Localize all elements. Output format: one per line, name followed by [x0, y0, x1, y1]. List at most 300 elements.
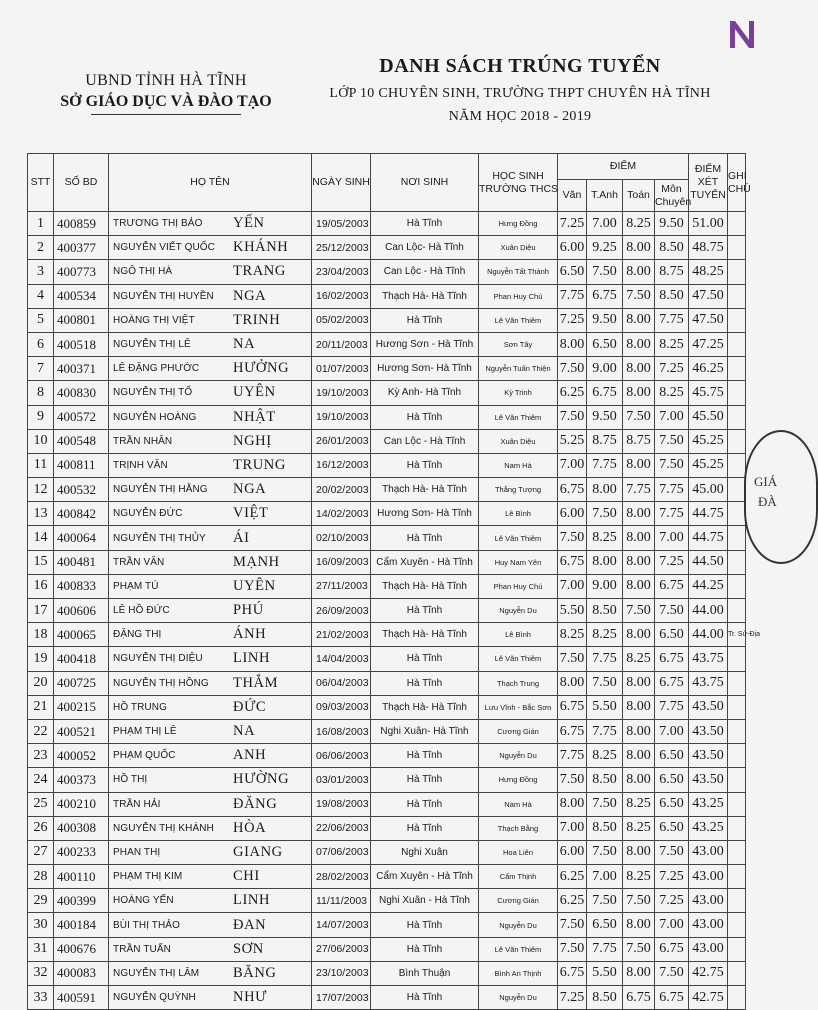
row-name-wrap [109, 236, 311, 259]
row-dob: 14/04/2003 [312, 647, 371, 671]
row-stt: 27 [28, 840, 54, 864]
row-stt: 13 [28, 502, 54, 526]
table-row [28, 695, 746, 719]
row-school: Lưu Vĩnh - Bắc Sơn [479, 695, 558, 719]
row-score-chuyen: 6.50 [655, 792, 689, 816]
row-school: Hoa Liên [479, 840, 558, 864]
row-note [728, 526, 746, 550]
row-score-chuyen: 7.00 [655, 526, 689, 550]
row-score-tanh: 9.00 [587, 357, 623, 381]
row-name-wrap [109, 962, 311, 985]
row-score-tanh: 6.75 [587, 381, 623, 405]
row-sbd: 400110 [54, 865, 109, 889]
row-given-name: BĂNG [233, 964, 277, 981]
row-place: Hà Tĩnh [371, 212, 479, 236]
row-dob: 27/11/2003 [312, 574, 371, 598]
row-score-chuyen: 7.00 [655, 405, 689, 429]
results-table-container [27, 153, 761, 1006]
row-stt: 28 [28, 865, 54, 889]
row-surname: NGUYỄN QUỲNH [113, 992, 196, 1004]
row-score-chuyen: 7.75 [655, 308, 689, 332]
row-name-wrap [109, 333, 311, 356]
row-given-name: NHƯ [233, 989, 267, 1006]
col-toan: Toán [623, 180, 655, 212]
row-stt: 32 [28, 961, 54, 985]
row-score-chuyen: 8.50 [655, 236, 689, 260]
col-school-line1: HỌC SINH [492, 169, 544, 182]
row-surname: NGUYỄN THỊ DIỆU [113, 653, 203, 665]
row-score-chuyen: 7.25 [655, 865, 689, 889]
row-given-name: SƠN [233, 940, 264, 957]
row-score-chuyen: 6.50 [655, 623, 689, 647]
row-sbd: 400371 [54, 357, 109, 381]
row-sbd: 400308 [54, 816, 109, 840]
row-surname: NGUYỄN THỊ HUYỀN [113, 290, 214, 302]
row-stt: 23 [28, 744, 54, 768]
row-total: 45.25 [689, 429, 728, 453]
row-surname: HOÀNG YẾN [113, 895, 174, 907]
row-name [109, 478, 312, 502]
row-score-chuyen: 7.75 [655, 695, 689, 719]
row-surname: TRẦN NHÂN [113, 435, 173, 447]
row-place: Nghi Xuân - Hà Tĩnh [371, 889, 479, 913]
row-given-name: VIỆT [233, 505, 269, 522]
row-name [109, 357, 312, 381]
row-score-chuyen: 8.25 [655, 332, 689, 356]
table-row [28, 526, 746, 550]
row-surname: TRẦN VĂN [113, 556, 165, 568]
row-note [728, 744, 746, 768]
row-total: 43.75 [689, 671, 728, 695]
col-note-line1: GHI [728, 169, 747, 182]
col-score-group: ĐIỂM [558, 154, 689, 180]
table-row [28, 550, 746, 574]
row-total: 42.75 [689, 986, 728, 1010]
row-note [728, 889, 746, 913]
row-dob: 25/12/2003 [312, 236, 371, 260]
row-note [728, 453, 746, 477]
row-score-tanh: 7.50 [587, 792, 623, 816]
col-total-line2: XÉT [697, 176, 719, 188]
issuer-line1: UBND TỈNH HÀ TĨNH [85, 72, 247, 89]
row-score-tanh: 8.00 [587, 550, 623, 574]
row-name-wrap [109, 575, 311, 598]
row-score-tanh: 8.25 [587, 526, 623, 550]
row-score-tanh: 8.75 [587, 429, 623, 453]
row-sbd: 400373 [54, 768, 109, 792]
row-name [109, 671, 312, 695]
row-place: Hà Tĩnh [371, 937, 479, 961]
row-score-van: 6.25 [558, 381, 587, 405]
row-score-chuyen: 6.50 [655, 816, 689, 840]
row-surname: PHẠM TÚ [113, 580, 159, 592]
table-row [28, 623, 746, 647]
row-surname: TRẦN HẢI [113, 798, 161, 810]
row-score-tanh: 7.75 [587, 719, 623, 743]
col-school-line2: TRƯỜNG THCS [479, 182, 559, 195]
row-dob: 19/10/2003 [312, 405, 371, 429]
row-score-toan: 8.00 [623, 671, 655, 695]
table-row [28, 502, 746, 526]
row-sbd: 400773 [54, 260, 109, 284]
table-row [28, 284, 746, 308]
row-sbd: 400532 [54, 478, 109, 502]
row-name-wrap [109, 599, 311, 622]
row-dob: 01/07/2003 [312, 357, 371, 381]
row-note [728, 768, 746, 792]
col-sbd: SỐ BD [54, 154, 109, 212]
row-total: 47.50 [689, 308, 728, 332]
row-stt: 12 [28, 478, 54, 502]
row-stt: 14 [28, 526, 54, 550]
row-stt: 3 [28, 260, 54, 284]
row-dob: 14/02/2003 [312, 502, 371, 526]
row-school: Thắng Tượng [479, 478, 558, 502]
row-place: Hà Tĩnh [371, 744, 479, 768]
row-name [109, 308, 312, 332]
row-total: 43.00 [689, 937, 728, 961]
row-place: Bình Thuận [371, 961, 479, 985]
row-given-name: ĐĂNG [233, 795, 278, 812]
row-given-name: UYÊN [233, 577, 276, 594]
row-name-wrap [109, 285, 311, 308]
row-place: Hà Tĩnh [371, 599, 479, 623]
table-row [28, 453, 746, 477]
row-score-toan: 8.00 [623, 332, 655, 356]
row-place: Hương Sơn- Hà Tĩnh [371, 357, 479, 381]
row-stt: 5 [28, 308, 54, 332]
row-school: Nam Hà [479, 453, 558, 477]
table-row [28, 429, 746, 453]
seal-text-2: ĐÀ [758, 494, 777, 509]
row-school: Nguyễn Du [479, 986, 558, 1010]
row-sbd: 400833 [54, 574, 109, 598]
row-school: Lê Văn Thiêm [479, 405, 558, 429]
row-surname: PHẠM QUỐC [113, 750, 176, 762]
row-surname: ĐẶNG THỊ [113, 629, 162, 641]
row-name-wrap [109, 913, 311, 936]
row-stt: 29 [28, 889, 54, 913]
row-surname: TRƯƠNG THỊ BẢO [113, 218, 203, 230]
table-row [28, 986, 746, 1010]
row-score-van: 7.00 [558, 816, 587, 840]
row-score-chuyen: 6.75 [655, 986, 689, 1010]
row-name [109, 647, 312, 671]
table-row [28, 599, 746, 623]
row-note [728, 719, 746, 743]
row-school: Kỳ Trinh [479, 381, 558, 405]
row-name-wrap [109, 720, 311, 743]
row-score-chuyen: 7.50 [655, 429, 689, 453]
row-sbd: 400572 [54, 405, 109, 429]
row-note [728, 986, 746, 1010]
col-tanh: T.Anh [587, 180, 623, 212]
row-name [109, 260, 312, 284]
row-name-wrap [109, 260, 311, 283]
row-school: Bình An Thịnh [479, 961, 558, 985]
row-name [109, 405, 312, 429]
row-name [109, 695, 312, 719]
row-score-chuyen: 7.00 [655, 913, 689, 937]
row-given-name: CHI [233, 868, 260, 885]
row-note [728, 865, 746, 889]
row-score-tanh: 9.00 [587, 574, 623, 598]
row-total: 48.75 [689, 236, 728, 260]
row-score-van: 7.25 [558, 308, 587, 332]
row-name [109, 937, 312, 961]
row-note [728, 550, 746, 574]
row-given-name: HÒA [233, 819, 267, 836]
row-score-van: 6.75 [558, 695, 587, 719]
col-total-line1: ĐIỂM [694, 163, 722, 175]
row-dob: 16/08/2003 [312, 719, 371, 743]
row-place: Hà Tĩnh [371, 913, 479, 937]
row-given-name: ĐAN [233, 916, 267, 933]
row-name [109, 623, 312, 647]
row-school: Sơn Tây [479, 332, 558, 356]
row-note [728, 284, 746, 308]
table-row [28, 719, 746, 743]
row-score-toan: 8.00 [623, 550, 655, 574]
row-total: 51.00 [689, 212, 728, 236]
row-name-wrap [109, 938, 311, 961]
row-place: Can Lộc- Hà Tĩnh [371, 236, 479, 260]
row-school: Nguyễn Du [479, 744, 558, 768]
row-given-name: UYÊN [233, 384, 276, 401]
row-name [109, 961, 312, 985]
row-sbd: 400725 [54, 671, 109, 695]
row-score-van: 6.00 [558, 840, 587, 864]
row-school: Lê Văn Thiêm [479, 647, 558, 671]
row-stt: 7 [28, 357, 54, 381]
row-place: Thạch Hà- Hà Tĩnh [371, 574, 479, 598]
table-row [28, 961, 746, 985]
row-surname: NGUYỄN THỊ HỒNG [113, 677, 209, 689]
issuer-underline [91, 114, 241, 115]
table-row [28, 647, 746, 671]
row-school: Lê Văn Thiêm [479, 526, 558, 550]
row-score-van: 7.50 [558, 405, 587, 429]
row-total: 43.50 [689, 744, 728, 768]
issuer-line2: SỞ GIÁO DỤC VÀ ĐÀO TẠO [60, 93, 272, 110]
row-name-wrap [109, 889, 311, 912]
row-surname: PHAN THỊ [113, 846, 161, 858]
row-sbd: 400676 [54, 937, 109, 961]
row-surname: NGUYỄN HOÀNG [113, 411, 197, 423]
row-place: Hà Tĩnh [371, 453, 479, 477]
row-place: Hà Tĩnh [371, 405, 479, 429]
row-place: Hương Sơn - Hà Tĩnh [371, 332, 479, 356]
row-name [109, 865, 312, 889]
row-total: 43.50 [689, 695, 728, 719]
row-school: Phan Huy Chú [479, 574, 558, 598]
row-name-wrap [109, 986, 311, 1009]
row-dob: 26/01/2003 [312, 429, 371, 453]
row-score-toan: 8.00 [623, 502, 655, 526]
row-place: Nghi Xuân [371, 840, 479, 864]
row-score-van: 6.75 [558, 961, 587, 985]
row-score-toan: 8.00 [623, 719, 655, 743]
row-place: Can Lộc - Hà Tĩnh [371, 260, 479, 284]
row-sbd: 400830 [54, 381, 109, 405]
row-given-name: KHÁNH [233, 239, 289, 256]
table-row [28, 236, 746, 260]
document-title: DANH SÁCH TRÚNG TUYỂN [379, 55, 661, 77]
row-name [109, 574, 312, 598]
row-name-wrap [109, 406, 311, 429]
table-row [28, 792, 746, 816]
row-note [728, 502, 746, 526]
row-total: 43.50 [689, 719, 728, 743]
row-score-chuyen: 7.25 [655, 889, 689, 913]
row-score-chuyen: 6.75 [655, 671, 689, 695]
row-dob: 16/02/2003 [312, 284, 371, 308]
row-score-toan: 8.75 [623, 429, 655, 453]
row-given-name: ÁI [233, 529, 250, 546]
row-name [109, 913, 312, 937]
row-score-van: 6.75 [558, 550, 587, 574]
row-given-name: TRANG [233, 263, 286, 280]
row-place: Nghi Xuân- Hà Tĩnh [371, 719, 479, 743]
row-surname: PHẠM THỊ LÊ [113, 726, 177, 738]
row-name-wrap [109, 381, 311, 404]
row-dob: 27/06/2003 [312, 937, 371, 961]
row-dob: 16/09/2003 [312, 550, 371, 574]
row-dob: 06/04/2003 [312, 671, 371, 695]
row-dob: 20/11/2003 [312, 332, 371, 356]
row-dob: 09/03/2003 [312, 695, 371, 719]
row-sbd: 400215 [54, 695, 109, 719]
official-seal [744, 430, 818, 564]
row-stt: 30 [28, 913, 54, 937]
row-school: Nguyễn Tuấn Thiện [479, 357, 558, 381]
row-name-wrap [109, 817, 311, 840]
row-dob: 07/06/2003 [312, 840, 371, 864]
row-score-toan: 8.00 [623, 913, 655, 937]
row-school: Thạch Bằng [479, 816, 558, 840]
row-score-tanh: 5.50 [587, 695, 623, 719]
row-total: 43.75 [689, 647, 728, 671]
row-name [109, 381, 312, 405]
row-given-name: YẾN [233, 215, 265, 232]
row-stt: 19 [28, 647, 54, 671]
row-score-tanh: 7.50 [587, 840, 623, 864]
row-place: Thạch Hà- Hà Tĩnh [371, 284, 479, 308]
row-name [109, 429, 312, 453]
row-score-van: 7.50 [558, 913, 587, 937]
row-surname: HỒ THỊ [113, 774, 148, 786]
row-dob: 20/02/2003 [312, 478, 371, 502]
row-total: 47.25 [689, 332, 728, 356]
row-score-toan: 8.25 [623, 212, 655, 236]
row-score-chuyen: 7.50 [655, 453, 689, 477]
row-given-name: NGA [233, 481, 267, 498]
row-score-van: 7.00 [558, 453, 587, 477]
row-surname: TRỊNH VĂN [113, 459, 168, 471]
row-note [728, 212, 746, 236]
row-score-tanh: 6.50 [587, 332, 623, 356]
row-sbd: 400859 [54, 212, 109, 236]
row-sbd: 400377 [54, 236, 109, 260]
row-score-chuyen: 7.50 [655, 961, 689, 985]
row-note [728, 260, 746, 284]
row-note [728, 647, 746, 671]
row-name [109, 550, 312, 574]
row-surname: LÊ HỒ ĐỨC [113, 605, 170, 617]
row-school: Huy Nam Yên [479, 550, 558, 574]
row-score-chuyen: 7.75 [655, 502, 689, 526]
row-sbd: 400052 [54, 744, 109, 768]
row-sbd: 400548 [54, 429, 109, 453]
row-school: Nguyễn Du [479, 913, 558, 937]
row-score-tanh: 8.50 [587, 599, 623, 623]
document-subtitle: LỚP 10 CHUYÊN SINH, TRƯỜNG THPT CHUYÊN HÀ TĨNH [329, 86, 711, 101]
row-score-van: 7.00 [558, 574, 587, 598]
row-score-tanh: 7.75 [587, 937, 623, 961]
table-row [28, 840, 746, 864]
row-given-name: NA [233, 723, 256, 740]
row-score-toan: 8.25 [623, 792, 655, 816]
row-place: Hà Tĩnh [371, 647, 479, 671]
row-dob: 17/07/2003 [312, 986, 371, 1010]
row-name-wrap [109, 478, 311, 501]
table-row [28, 889, 746, 913]
row-surname: NGUYỄN ĐỨC [113, 508, 183, 520]
row-surname: LÊ ĐẶNG PHƯỚC [113, 363, 200, 375]
table-row [28, 744, 746, 768]
row-name-wrap [109, 865, 311, 888]
row-total: 46.25 [689, 357, 728, 381]
issuer-header [50, 72, 282, 115]
row-total: 43.25 [689, 792, 728, 816]
row-score-van: 7.25 [558, 212, 587, 236]
row-place: Cẩm Xuyên - Hà Tĩnh [371, 865, 479, 889]
row-score-van: 6.50 [558, 260, 587, 284]
row-sbd: 400083 [54, 961, 109, 985]
row-stt: 18 [28, 623, 54, 647]
row-score-tanh: 7.75 [587, 647, 623, 671]
results-table-body [28, 212, 761, 1010]
row-place: Thạch Hà- Hà Tĩnh [371, 478, 479, 502]
row-score-chuyen: 6.50 [655, 744, 689, 768]
row-stt: 24 [28, 768, 54, 792]
row-total: 42.75 [689, 961, 728, 985]
row-score-tanh: 6.75 [587, 284, 623, 308]
row-note [728, 840, 746, 864]
row-sbd: 400811 [54, 453, 109, 477]
table-row [28, 381, 746, 405]
row-score-van: 7.25 [558, 986, 587, 1010]
row-dob: 06/06/2003 [312, 744, 371, 768]
row-given-name: NGHỊ [233, 432, 272, 449]
row-note [728, 599, 746, 623]
row-name [109, 284, 312, 308]
row-sbd: 400210 [54, 792, 109, 816]
row-note [728, 357, 746, 381]
row-score-tanh: 7.50 [587, 502, 623, 526]
row-total: 44.25 [689, 574, 728, 598]
row-sbd: 400233 [54, 840, 109, 864]
row-name [109, 816, 312, 840]
row-name-wrap [109, 551, 311, 574]
row-dob: 19/05/2003 [312, 212, 371, 236]
col-total-line3: TUYỂN [690, 189, 726, 201]
row-given-name: TRINH [233, 311, 281, 328]
table-row [28, 405, 746, 429]
row-place: Cẩm Xuyên - Hà Tĩnh [371, 550, 479, 574]
row-given-name: NA [233, 336, 256, 353]
row-score-van: 8.00 [558, 671, 587, 695]
